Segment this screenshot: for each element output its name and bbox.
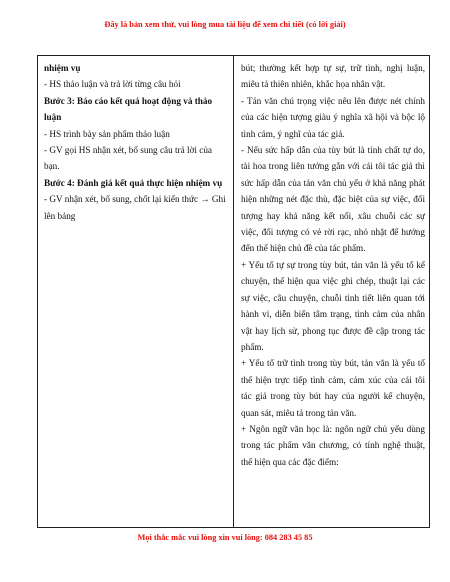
right-paragraph-1: bút; thường kết hợp tự sự, trữ tình, nghị luận, miêu tả thiên nhiên, khắc họa nhân vật. [241, 63, 425, 90]
left-paragraph-6: Bước 4: Đánh giá kết quả thực hiện nhiệm vụ [44, 177, 223, 188]
left-paragraph-3: Bước 3: Báo cáo kết quả hoạt động và thảo luận [44, 95, 213, 123]
right-paragraph-6: + Ngôn ngữ văn học là: ngôn ngữ chủ yếu dùng trong tác phẩm văn chương, có tính nghệ thuật, thể hiện qua các đặc điểm: [241, 423, 425, 467]
preview-banner: Đây là bản xem thử, vui lòng mua tài liệu để xem chi tiết (có lời giải) [104, 20, 346, 29]
left-paragraph-7: - GV nhận xét, bổ sung, chốt lại kiến thức → Ghi lên bảng [44, 194, 226, 221]
right-paragraph-2: - Tản văn chú trọng việc nêu lên được nét chính của các hiện tượng giàu ý nghĩa xã hội và bộc lộ tình cảm, ý nghĩ của tác giả. [241, 95, 425, 139]
lesson-table [37, 55, 430, 528]
left-paragraph-5: - GV gọi HS nhận xét, bổ sung câu trả lời của bạn. [44, 145, 212, 172]
right-paragraph-4: + Yếu tố tự sự trong tùy bút, tản văn là yếu tố kể chuyện, thể hiện qua việc ghi chép, thuật lại các sự việc, câu chuyện, chuỗi tình tiết liên quan tới hành vi, diễn biến tâm trạng, tình cảm của nhân vật hay lịch sử, phong tục được đề cập trong tác phẩm. [241, 259, 425, 352]
left-paragraph-4: - HS trình bày sản phẩm thảo luận [44, 128, 170, 139]
contact-footer: Mọi thắc mắc vui lòng xin vui lòng: 084 283 45 85 [137, 533, 313, 542]
right-paragraph-5: + Yếu tố trữ tình trong tùy bút, tản văn là yếu tố thể hiện trực tiếp tình cảm, cảm xúc của cái tôi tác giả trong tùy bút hay của người kể chuyện, quan sát, miêu tả trong tản văn. [241, 358, 425, 418]
right-column [241, 60, 425, 470]
left-paragraph-1: nhiệm vụ [44, 63, 81, 73]
right-paragraph-3: - Nếu sức hấp dẫn của tùy bút là tính chất tự do, tài hoa trong liên tưởng gắn với cái tôi tác giả thì sức hấp dẫn của tản văn chủ yếu ở khả năng phát hiện những nét đặc thù, đặc biệt của sự việc, đối tượng hay khả năng kết nối, xâu chuỗi các sự việc, đối tượng có vẻ rời rạc, nhỏ nhặt để hướng đến thể hiện chủ đề của tác phẩm. [241, 145, 425, 254]
column-divider [233, 56, 234, 527]
left-column [44, 60, 226, 224]
left-paragraph-2: - HS thảo luận và trả lời từng câu hỏi [44, 79, 181, 90]
